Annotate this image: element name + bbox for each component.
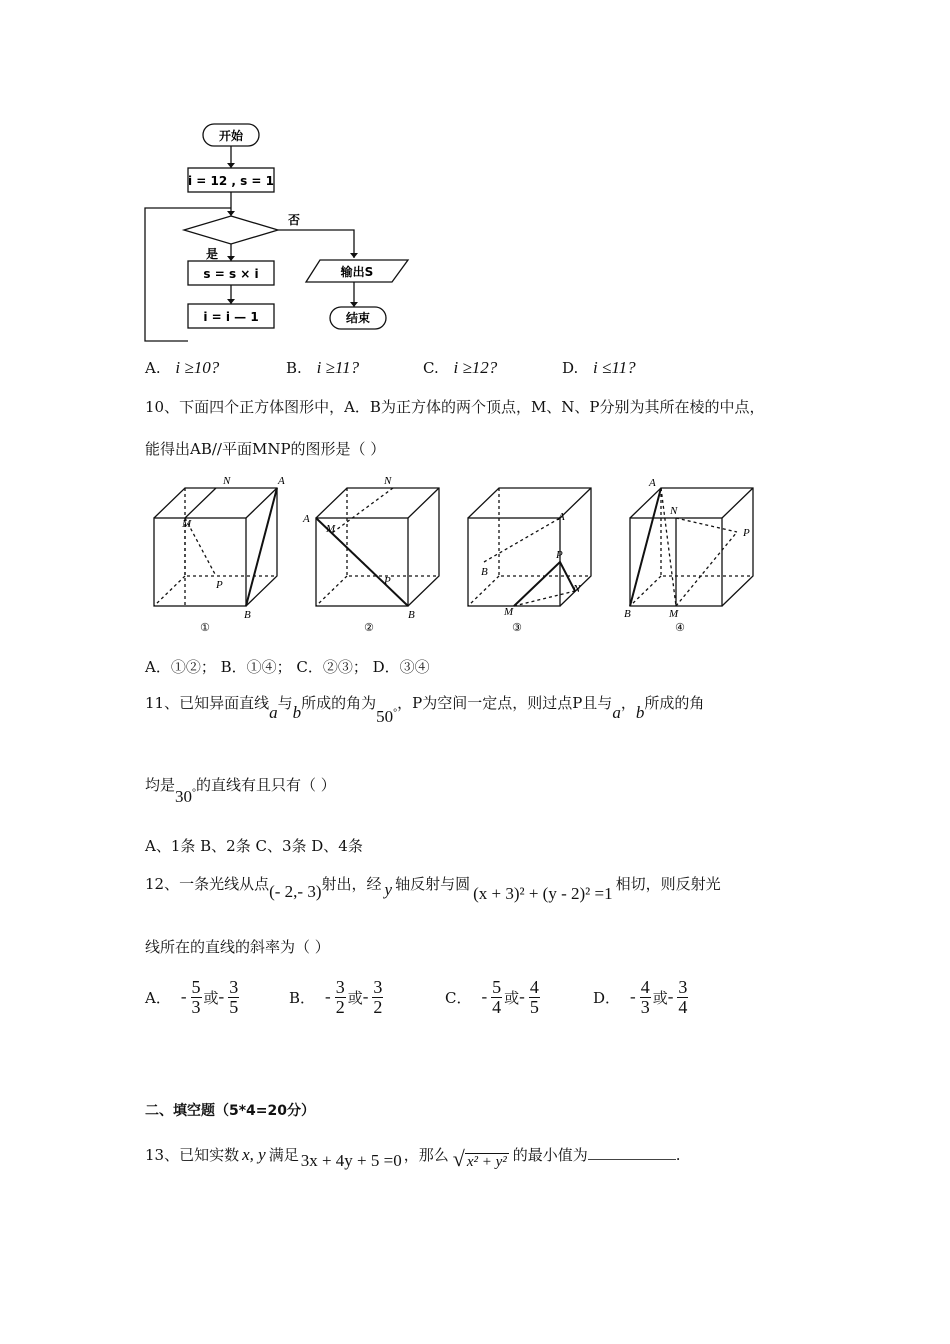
q12-b-label: B．	[289, 988, 316, 1007]
cube-caption-2: ②	[364, 621, 374, 634]
q12-options	[145, 972, 765, 1024]
q12-suffix: 相切，则反射光	[615, 875, 721, 893]
q12-c-frac2-den: 5	[529, 996, 539, 1017]
cube-caption-1: ①	[200, 621, 210, 634]
q11-angle2-value: 30	[175, 787, 193, 806]
q12-d-frac2	[677, 978, 688, 1017]
q9-a-label: A.	[145, 359, 161, 377]
q12-c-label: C．	[445, 988, 472, 1007]
svg-text:M: M	[504, 606, 514, 618]
flowchart	[140, 118, 430, 348]
q12-option-d: D． - $\frac{4}{3}$ 或 - $\frac{3}{4}$	[593, 976, 688, 1017]
q13-sqrt: √ x² + y²	[452, 1146, 507, 1171]
cube-caption-4: ④	[675, 621, 685, 634]
svg-text:A: A	[558, 511, 565, 523]
flow-end: 结束	[345, 311, 371, 325]
q11-comma: ，	[620, 694, 636, 712]
q13-prefix: 13、已知实数	[145, 1146, 240, 1164]
q11-degree-2: °	[192, 787, 197, 799]
svg-text:B: B	[481, 566, 488, 578]
svg-text:P: P	[384, 575, 391, 587]
q11-angle1	[376, 707, 397, 726]
q9-option-d	[562, 358, 636, 378]
cube-caption-3: ③	[512, 621, 522, 634]
q13-vars: x, y	[242, 1145, 266, 1164]
q11-end: 所成的角	[644, 694, 705, 712]
q11-with: 与	[277, 694, 293, 712]
q12-b-frac2-den: 2	[373, 996, 383, 1017]
svg-text:N: N	[384, 475, 392, 487]
q9-option-b	[286, 358, 359, 378]
q13-sqrt-body: x² + y²	[466, 1154, 507, 1170]
svg-text:P: P	[556, 549, 563, 561]
q11-a: a	[269, 703, 278, 722]
q11-line2-suffix: 的直线有且只有（ ）	[196, 776, 336, 794]
q12-d-frac2-num: 3	[678, 976, 688, 997]
q11-b2: b	[635, 703, 645, 722]
q9-b-label: B.	[286, 359, 302, 377]
q9-b-expr: i ≥11?	[316, 358, 360, 377]
q12-a-frac2	[228, 978, 239, 1017]
q13-eq: 3x + 4y + 5 =0	[300, 1151, 402, 1170]
q12-c-frac2	[529, 978, 540, 1017]
flow-no: 否	[288, 213, 301, 227]
svg-text:B: B	[624, 608, 631, 620]
q12-c-frac1-num: 5	[492, 976, 502, 997]
svg-text:P: P	[743, 527, 750, 539]
flow-step2: i = i — 1	[203, 310, 259, 324]
svg-text:N: N	[573, 583, 581, 595]
q11-angle2	[175, 787, 196, 806]
q12-line1	[145, 873, 721, 903]
q11-b: b	[292, 703, 302, 722]
q13-mid2: ，那么	[403, 1146, 449, 1164]
q12-mid1: 射出，经	[321, 875, 382, 893]
q10-options: A．①②； B．①④； C．②③； D．③④	[145, 658, 430, 676]
q12-c-frac2-num: 4	[529, 976, 539, 997]
q12-b-frac2-num: 3	[373, 976, 383, 997]
svg-text:M: M	[326, 523, 336, 535]
svg-text:A: A	[278, 475, 285, 487]
q12-d-frac1-den: 3	[640, 996, 650, 1017]
q13-answer-blank[interactable]	[588, 1145, 676, 1160]
q12-d-or: 或	[652, 988, 668, 1007]
q12-c-frac1-den: 4	[492, 996, 502, 1017]
svg-text:N: N	[670, 505, 678, 517]
q12-b-frac1	[335, 978, 346, 1017]
q11-line1	[145, 692, 705, 726]
q12-y: y	[384, 880, 393, 899]
q12-b-frac2	[372, 978, 383, 1017]
q11-mid: 所成的角为	[301, 694, 377, 712]
q9-c-expr: i ≥12?	[453, 358, 498, 377]
svg-text:A: A	[303, 513, 310, 525]
flow-start: 开始	[218, 129, 244, 143]
q12-a-label: A．	[145, 988, 171, 1007]
q12-a-frac1-den: 3	[191, 996, 201, 1017]
q12-line2: 线所在的直线的斜率为（ ）	[145, 938, 330, 956]
q12-prefix: 12、一条光线从点	[145, 875, 270, 893]
q12-mid2: 轴反射与圆	[395, 875, 471, 893]
q12-c-or: 或	[504, 988, 520, 1007]
q12-a-frac1-num: 5	[191, 976, 201, 997]
q9-a-expr: i ≥10?	[175, 358, 220, 377]
q13-line	[145, 1140, 681, 1171]
section-heading: 二、填空题（5*4=20分）	[145, 1103, 316, 1119]
svg-text:P: P	[216, 579, 223, 591]
svg-text:B: B	[408, 609, 415, 621]
svg-text:A: A	[649, 477, 656, 489]
q12-a-frac2-den: 5	[229, 996, 239, 1017]
q9-d-label: D.	[562, 359, 579, 377]
q13-end: .	[675, 1146, 681, 1164]
cube-figures	[140, 470, 780, 640]
q12-option-c: C． - $\frac{5}{4}$ 或 - $\frac{4}{5}$	[445, 976, 539, 1017]
q11-line2-prefix: 均是	[145, 776, 176, 794]
q11-a2: a	[612, 703, 621, 722]
q13-suffix: 的最小值为	[512, 1146, 588, 1164]
svg-text:B: B	[244, 609, 251, 621]
q11-after: ，P为空间一定点，则过点P且与	[397, 694, 613, 712]
flow-output: 输出S	[340, 265, 374, 279]
q11-line2	[145, 774, 336, 806]
q11-options: A、1条 B、2条 C、3条 D、4条	[145, 837, 363, 855]
q12-point: (- 2,- 3)	[269, 882, 322, 901]
q12-b-or: 或	[347, 988, 363, 1007]
q9-c-label: C.	[423, 359, 439, 377]
flow-yes: 是	[206, 247, 219, 261]
q12-d-frac1	[640, 978, 651, 1017]
q12-d-label: D．	[593, 988, 621, 1007]
q12-d-frac1-num: 4	[640, 976, 650, 997]
svg-text:M: M	[669, 608, 679, 620]
q12-b-frac1-den: 2	[335, 996, 345, 1017]
q12-b-frac1-num: 3	[335, 976, 345, 997]
svg-text:N: N	[223, 475, 231, 487]
q12-a-frac2-num: 3	[229, 976, 239, 997]
flow-step1: s = s × i	[203, 267, 259, 281]
q11-angle1-value: 50	[376, 707, 394, 726]
q12-d-frac2-den: 4	[678, 996, 688, 1017]
flow-init: i = 12 , s = 1	[187, 174, 275, 188]
q9-options	[145, 358, 765, 382]
q12-a-frac1	[191, 978, 202, 1017]
q13-mid: 满足	[268, 1146, 299, 1164]
q12-option-b: B． - $\frac{3}{2}$ 或 - $\frac{3}{2}$	[289, 976, 383, 1017]
q11-prefix: 11、已知异面直线	[145, 694, 270, 712]
q9-option-c	[423, 358, 497, 378]
q12-circle: (x + 3)² + (y - 2)² =1	[473, 884, 613, 903]
svg-text:M: M	[182, 518, 192, 530]
q9-d-expr: i ≤11?	[593, 358, 636, 377]
q12-a-or: 或	[203, 988, 219, 1007]
q11-degree-1: °	[393, 707, 398, 719]
q12-option-a: A． - $\frac{5}{3}$ 或 - $\frac{3}{5}$	[145, 976, 239, 1017]
q12-c-frac1	[491, 978, 502, 1017]
q10-line2: 能得出AB//平面MNP的图形是（ ）	[145, 440, 386, 458]
q10-line1: 10、下面四个正方体图形中，A．B为正方体的两个顶点，M、N、P分别为其所在棱的中点，	[145, 398, 765, 416]
q9-option-a	[145, 358, 219, 378]
